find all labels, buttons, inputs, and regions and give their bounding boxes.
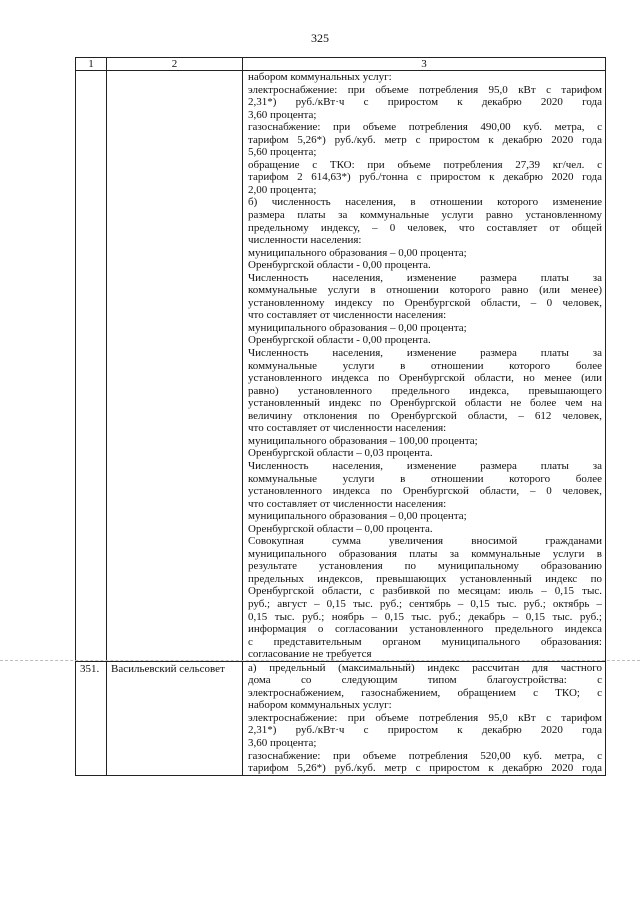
text-line: Численность населения, изменение размера платы за <box>248 347 602 360</box>
row-number-cell-empty <box>76 71 107 662</box>
row-text-cell <box>243 661 606 775</box>
text-line: 0,15 тыс. руб.; ноябрь – 0,15 тыс. руб.; декабрь – 0,15 тыс. руб.; <box>248 610 602 623</box>
text-line: Совокупная сумма увеличения вносимой гражданами <box>248 535 602 548</box>
text-line: тарифом 2 614,63*) руб./тонна с приростом к декабрю 2020 года <box>248 171 602 184</box>
text-line: набором коммунальных услуг: <box>248 71 392 83</box>
text-line: результате установления по муниципальному образованию <box>248 560 602 573</box>
text-line: коммунальные услуги в отношении которого более <box>248 472 602 485</box>
text-line: тарифом 5,26*) руб./куб. метр с приростом к декабрю 2020 года <box>248 133 602 146</box>
table-row-continued <box>76 71 606 662</box>
text-line: с представительным органом муниципального образования: <box>248 635 602 648</box>
text-line: Оренбургской области – 0,00 процента. <box>248 522 433 535</box>
text-line: размера платы за коммунальные услуги равно установленному <box>248 209 602 222</box>
text-line: газоснабжение: при объеме потребления 490,00 куб. метра, с <box>248 121 602 134</box>
text-line: Оренбургской области, с разбивкой по месяцам: июль – 0,15 тыс. <box>248 585 602 598</box>
text-line: муниципального образования – 0,00 процента; <box>248 510 467 523</box>
row-name-cell-empty <box>107 71 243 662</box>
text-line: 3,60 процента; <box>248 108 317 121</box>
text-line: электроснабжение: при объеме потребления 95,0 кВт с тарифом <box>248 83 602 96</box>
text-line: руб.; август – 0,15 тыс. руб.; сентябрь – 0,15 тыс. руб.; октябрь – <box>248 597 602 610</box>
text-line: коммунальные услуги в отношении которого равно (или менее) <box>248 284 602 297</box>
text-line: набором коммунальных услуг: <box>248 699 392 712</box>
text-line: а) предельный (максимальный) индекс рассчитан для частного <box>248 661 602 674</box>
text-line: б) численность населения, в отношении которого изменение <box>248 196 602 209</box>
column-header-2: 2 <box>107 58 243 71</box>
text-line: обращение с ТКО: при объеме потребления 27,39 кг/чел. с <box>248 158 602 171</box>
text-line: что составляет от численности населения: <box>248 422 447 435</box>
text-line: 2,31*) руб./кВт·ч с приростом к декабрю 2020 года <box>248 724 602 737</box>
text-line: муниципального образования платы за коммунальные услуги в <box>248 547 602 560</box>
text-line: предельных индексов, превышающих установленный индекс по <box>248 572 602 585</box>
text-line: муниципального образования – 0,00 процента; <box>248 321 467 334</box>
text-line: что составляет от численности населения: <box>248 497 447 510</box>
text-line: муниципального образования – 100,00 процента; <box>248 434 478 447</box>
table-row-351 <box>76 661 606 775</box>
text-line: Оренбургской области - 0,00 процента. <box>248 334 431 347</box>
text-line: 3,60 процента; <box>248 736 317 749</box>
text-line: Оренбургской области - 0,00 процента. <box>248 259 431 272</box>
text-line: согласование не требуется <box>248 648 372 661</box>
text-line: установленный индекс по Оренбургской области не более чем на <box>248 397 602 410</box>
row-number: 351. <box>76 661 107 775</box>
column-header-1: 1 <box>76 58 107 71</box>
text-line: Оренбургской области – 0,03 процента. <box>248 447 433 460</box>
text-line: 2,31*) руб./кВт·ч с приростом к декабрю 2020 года <box>248 96 602 109</box>
table-header-row <box>76 58 606 71</box>
text-line: муниципального образования – 0,00 процента; <box>248 246 467 259</box>
scan-fold-line <box>0 660 640 661</box>
page-number: 325 <box>311 31 329 45</box>
text-line: коммунальные услуги в отношении которого более <box>248 359 602 372</box>
text-line: установленному индексу по Оренбургской области, – 0 человек, <box>248 296 602 309</box>
text-line: тарифом 5,26*) руб./куб. метр с приростом к декабрю 2020 года <box>248 762 602 775</box>
text-line: газоснабжение: при объеме потребления 520,00 куб. метра, с <box>248 749 602 762</box>
text-line: 5,60 процента; <box>248 146 317 159</box>
text-line: информация о согласовании установленного предельного индекса <box>248 623 602 636</box>
text-line: электроснабжение: при объеме потребления 95,0 кВт с тарифом <box>248 711 602 724</box>
text-line: дома со следующим типом благоустройства: с <box>248 674 602 687</box>
column-header-3: 3 <box>243 58 606 71</box>
text-line: Численность населения, изменение размера платы за <box>248 271 602 284</box>
row-text-lines <box>248 71 602 661</box>
text-line: установленного индекса по Оренбургской области, – 0 человек, <box>248 485 602 498</box>
text-line: установленного индекса по Оренбургской области, но менее (или <box>248 372 602 385</box>
row-municipality-name: Васильевский сельсовет <box>107 661 243 775</box>
text-line: электроснабжением, газоснабжением, обращением с ТКО; с <box>248 686 602 699</box>
row-text-lines <box>248 662 602 775</box>
text-line: предельному индексу, – 0 человек, что составляет от общей <box>248 221 602 234</box>
text-line: равно) установленного предельного индекса, превышающего <box>248 384 602 397</box>
text-line: 2,00 процента; <box>248 183 317 196</box>
text-line: численности населения: <box>248 234 362 247</box>
text-line: величину отклонения по Оренбургской области, – 612 человек, <box>248 409 602 422</box>
text-line: Численность населения, изменение размера платы за <box>248 459 602 472</box>
text-line: что составляет от численности населения: <box>248 309 447 322</box>
regulation-table <box>75 57 606 776</box>
row-text-cell <box>243 71 606 662</box>
